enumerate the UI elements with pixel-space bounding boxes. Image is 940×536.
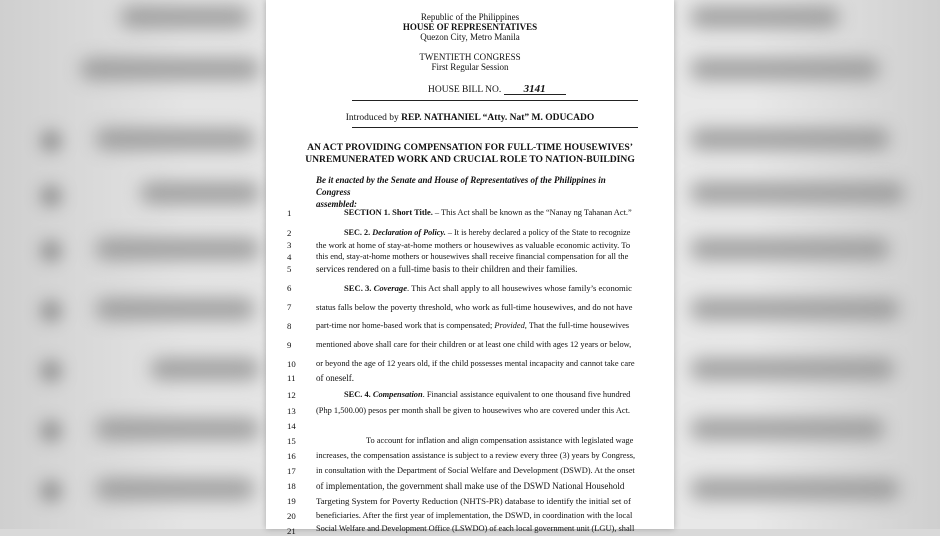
line-number: 17 <box>287 466 296 476</box>
blur-shape <box>40 300 62 322</box>
bill-number-line <box>428 84 566 95</box>
body-line-10: or beyond the age of 12 years old, if the child possesses mental incapacity and cannot take care <box>316 359 635 368</box>
divider <box>352 100 638 101</box>
line-number: 7 <box>287 302 292 312</box>
blur-shape <box>40 420 62 442</box>
body-line-8-a: part-time nor home-based work that is compensated; <box>316 321 495 330</box>
introduced-by-prefix: Introduced by <box>345 113 399 123</box>
body-line-7: status falls below the poverty threshold, who work as full-time housewives, and do not have <box>316 302 633 312</box>
line-number: 11 <box>287 373 296 383</box>
body-line-8-c: That the full-time housewives <box>526 321 630 330</box>
line-number: 19 <box>287 496 296 506</box>
body-line-21: Social Welfare and Development Office (LSWDO) of each local government unit (LGU), shall <box>316 524 635 533</box>
body-line-3: the work at home of stay-at-home mothers or housewives as valuable economic activity. To <box>316 240 631 250</box>
header-republic: Republic of the Philippines <box>420 12 520 22</box>
section-3-heading-title: Coverage <box>373 283 408 293</box>
blur-shape <box>690 58 880 80</box>
blur-shape <box>140 182 260 204</box>
blur-shape <box>690 478 900 500</box>
bill-title-line-2: UNREMUNERATED WORK AND CRUCIAL ROLE TO NATION-BUILDING <box>305 154 635 165</box>
section-4-text: . Financial assistance equivalent to one thousand five hundred <box>422 390 631 399</box>
bill-number: 3141 <box>504 84 566 95</box>
blur-shape <box>120 6 250 28</box>
body-line-9: mentioned above shall care for their children or at least one child with ages 12 years or below, <box>316 340 632 349</box>
enacting-clause-line-1: Be it enacted by the Senate and House of Representatives of the Philippines in Congress <box>316 175 606 197</box>
section-3-text: . This Act shall apply to all housewives whose family’s economic <box>407 283 632 293</box>
line-number: 12 <box>287 390 296 400</box>
body-line-19: Targeting System for Poverty Reduction (NHTS-PR) database to identify the initial set of <box>316 496 631 506</box>
section-1-line <box>344 208 636 217</box>
line-number: 20 <box>287 511 296 521</box>
blur-shape <box>95 418 260 440</box>
divider <box>352 127 638 128</box>
blur-shape <box>150 358 260 380</box>
section-2-line <box>344 228 636 237</box>
body-line-11: of oneself. <box>316 373 354 383</box>
section-4-heading-title: Compensation <box>372 390 423 399</box>
bill-number-label: HOUSE BILL NO. <box>428 85 502 95</box>
body-line-18: of implementation, the government shall make use of the DSWD National Household <box>316 481 625 491</box>
section-2-heading-title: Declaration of Policy. <box>372 228 446 237</box>
body-line-8 <box>316 321 636 330</box>
section-3-heading-number: SEC. 3. <box>344 283 374 293</box>
blur-shape <box>690 238 890 260</box>
line-number: 4 <box>287 252 292 262</box>
blur-shape <box>40 360 62 382</box>
blur-shape <box>40 130 62 152</box>
section-1-text: – This Act shall be known as the “Nanay ng Tahanan Act.” <box>432 208 632 217</box>
line-number: 14 <box>287 421 296 431</box>
body-line-8-proviso: Provided, <box>494 321 527 330</box>
header-location: Quezon City, Metro Manila <box>420 32 520 42</box>
body-line-13: (Php 1,500.00) pesos per month shall be given to housewives who are covered under this Act. <box>316 406 631 415</box>
section-4-heading-number: SEC. 4. <box>344 390 373 399</box>
introduced-by <box>266 113 674 123</box>
blur-shape <box>690 128 890 150</box>
blur-shape <box>80 58 260 80</box>
line-number: 15 <box>287 436 296 446</box>
line-number: 18 <box>287 481 296 491</box>
bill-title-line-1: AN ACT PROVIDING COMPENSATION FOR FULL-TIME HOUSEWIVES’ <box>307 142 633 153</box>
line-number: 2 <box>287 228 292 238</box>
blur-shape <box>690 418 885 440</box>
header-house: HOUSE OF REPRESENTATIVES <box>402 22 538 32</box>
enacting-clause-line-2: assembled: <box>316 199 357 209</box>
body-line-17: in consultation with the Department of Social Welfare and Development (DSWD). At the onset <box>316 466 635 475</box>
body-line-16: increases, the compensation assistance is subject to a review every three (3) years by Congress, <box>316 451 636 460</box>
line-number: 16 <box>287 451 296 461</box>
line-number: 1 <box>287 208 292 218</box>
blur-shape <box>40 480 62 502</box>
body-line-15: To account for inflation and align compensation assistance with legislated wage <box>366 436 634 445</box>
blur-shape <box>40 240 62 262</box>
blur-shape <box>690 182 905 204</box>
section-1-heading: SECTION 1. Short Title. <box>344 208 433 217</box>
body-line-20: beneficiaries. After the first year of implementation, the DSWD, in coordination with the local <box>316 511 633 520</box>
line-number: 6 <box>287 283 292 293</box>
line-number: 3 <box>287 240 292 250</box>
line-number: 8 <box>287 321 292 331</box>
section-3-line <box>344 283 636 293</box>
section-4-line <box>344 390 636 399</box>
blur-shape <box>690 6 840 28</box>
line-number: 21 <box>287 526 296 536</box>
blur-shape <box>95 298 255 320</box>
blur-shape <box>690 298 900 320</box>
enacting-clause <box>316 174 634 210</box>
section-2-text: – It is hereby declared a policy of the State to recognize <box>445 228 631 237</box>
blur-shape <box>95 478 255 500</box>
section-2-heading-number: SEC. 2. <box>344 228 373 237</box>
body-line-5: services rendered on a full-time basis to their children and their families. <box>316 264 578 274</box>
blur-shape <box>95 128 255 150</box>
line-number: 10 <box>287 359 296 369</box>
document-page <box>266 0 674 536</box>
header-session: First Regular Session <box>431 62 509 72</box>
line-number: 9 <box>287 340 292 350</box>
body-line-4: this end, stay-at-home mothers or housewives shall receive financial compensation for all the <box>316 252 629 261</box>
blur-shape <box>95 238 260 260</box>
blur-shape <box>690 358 895 380</box>
header-congress: TWENTIETH CONGRESS <box>419 52 521 62</box>
blur-shape <box>40 185 62 207</box>
author-name: REP. NATHANIEL “Atty. Nat” M. ODUCADO <box>401 113 595 123</box>
line-number: 13 <box>287 406 296 416</box>
line-number: 5 <box>287 264 292 274</box>
